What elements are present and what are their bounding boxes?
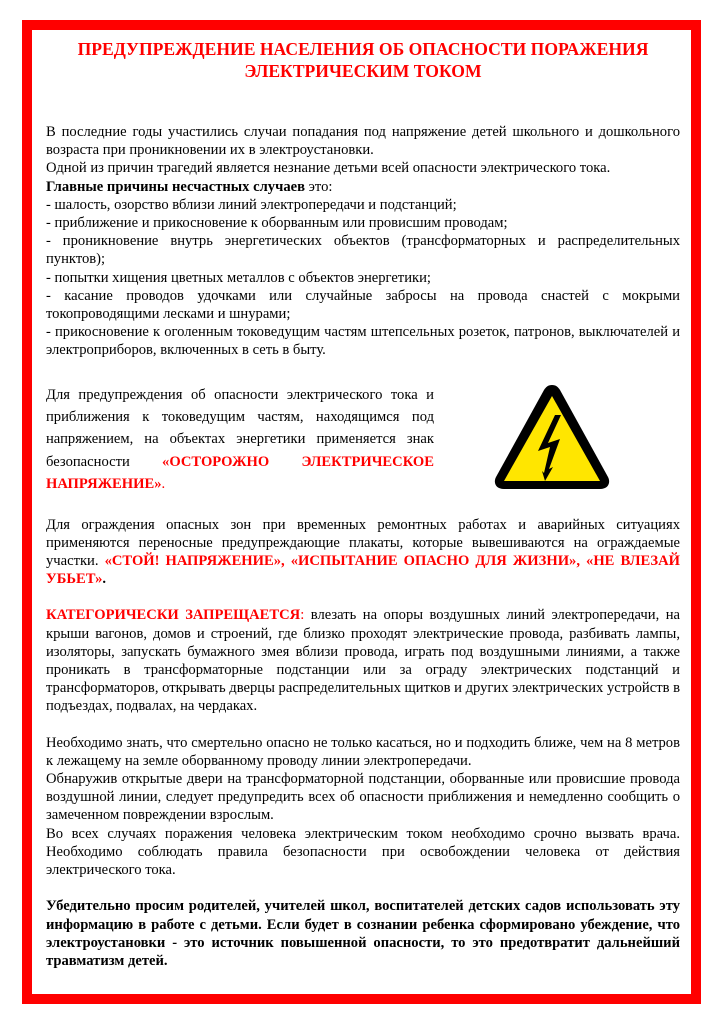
forbidden-label: КАТЕГОРИЧЕСКИ ЗАПРЕЩАЕТСЯ [46, 607, 301, 624]
posters-paragraph [46, 516, 680, 589]
causes-heading-suffix: это: [304, 178, 333, 195]
sign-paragraph [46, 384, 434, 496]
sign-end: . [161, 476, 166, 493]
forbidden-text: влезать на опоры воздушных линий электропередачи, на крыши вагонов, домов и строений, где близко проходят электрические провода, разбивать лампы, изоляторы, запускать бумажного змея вблизи провода, играть под воздушными линиями, а также проникать в трансформаторные подстанции или за ограду электрических подстанций и трансформаторов, открывать дверцы распределительных щитков и других электрических устройств в подъездах, подвалах, на чердаках. [46, 607, 681, 715]
forbidden-paragraph [46, 606, 680, 715]
sign-section [46, 384, 680, 492]
posters-list: «СТОЙ! НАПРЯЖЕНИЕ», «ИСПЫТАНИЕ ОПАСНО ДЛЯ ЖИЗНИ», «НЕ ВЛЕЗАЙ УБЬЕТ» [46, 553, 681, 588]
document-body [46, 38, 680, 970]
knowledge-paragraph-1: Необходимо знать, что смертельно опасно не только касаться, но и подходить ближе, чем на 8 метров к лежащему на земле оборванному проводу линии электропередачи. [46, 734, 680, 769]
causes-heading [46, 178, 680, 196]
cause-item: - шалость, озорство вблизи линий электропередачи и подстанций; [46, 196, 457, 213]
knowledge-paragraph-2: Обнаружив открытые двери на трансформаторной подстанции, оборванные или провисшие провода воздушной линии, следует предупредить всех об опасности приближения и немедленно сообщить о замеченном повреждении взрослым. [46, 771, 680, 824]
appeal-paragraph: Убедительно просим родителей, учителей школ, воспитателей детских садов использовать эту информацию в работе с детьми. Если будет в сознании ребенка сформировано убеждение, что электроустановки - это источник повышенной опасности, то это предотвратит дальнейший травматизм детей. [46, 898, 680, 969]
cause-item: - попытки хищения цветных металлов с объектов энергетики; [46, 269, 431, 286]
spacer [46, 82, 680, 123]
sign-name: «ОСТОРОЖНО ЭЛЕКТРИЧЕСКОЕ НАПРЯЖЕНИЕ» [46, 453, 434, 493]
title-line-2: ЭЛЕКТРИЧЕСКИМ ТОКОМ [244, 61, 482, 81]
sign-text: Для предупреждения об опасности электрического тока и приближения к токоведущим частям, находящимся под напряжением, на объектах энергетики применяется знак безопасности [46, 386, 434, 470]
forbidden-colon: : [300, 607, 305, 624]
posters-end: . [102, 571, 107, 588]
title-line-1: ПРЕДУПРЕЖДЕНИЕ НАСЕЛЕНИЯ ОБ ОПАСНОСТИ ПОРАЖЕНИЯ [77, 39, 649, 59]
intro-paragraph-2: Одной из причин трагедий является незнание детьми всей опасности электрического тока. [46, 160, 611, 177]
knowledge-paragraph-3: Во всех случаях поражения человека электрическим током необходимо срочно вызвать врача. Необходимо соблюдать правила безопасности при освобождении человека от действия электрического тока. [46, 825, 680, 879]
cause-item: - касание проводов удочками или случайные забросы на провода снастей с мокрыми токопроводящими лесками и шнурами; [46, 287, 680, 323]
page-title [46, 38, 680, 82]
posters-text: Для ограждения опасных зон при временных ремонтных работах и аварийных ситуациях применяются переносные предупреждающие плакаты, которые вывешиваются на ограждаемые участки. [46, 516, 680, 570]
intro-paragraph-1: В последние годы участились случаи попадания под напряжение детей школьного и дошкольного возраста при проникновении их в электроустановки. [46, 124, 680, 159]
cause-item: - проникновение внутрь энергетических объектов (трансформаторных и распределительных пунктов); [46, 233, 680, 268]
causes-heading-bold: Главные причины несчастных случаев [46, 178, 305, 195]
cause-item: - прикосновение к оголенным токоведущим частям штепсельных розеток, патронов, выключателей и электроприборов, включенных в сеть в быту. [46, 324, 680, 359]
cause-item: - приближение и прикосновение к оборванным или провисшим проводам; [46, 215, 508, 232]
high-voltage-warning-icon [492, 381, 612, 493]
